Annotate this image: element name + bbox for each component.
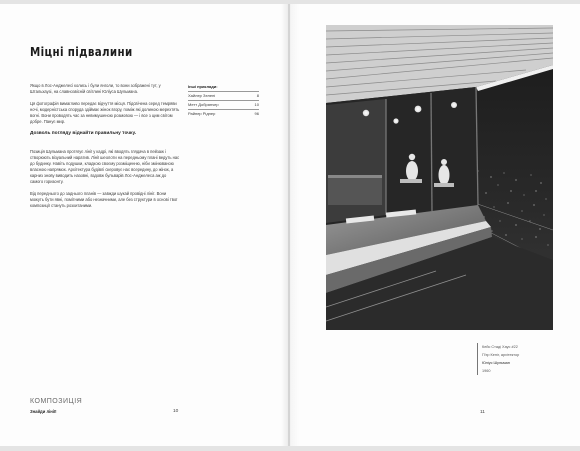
body-text-column: [30, 83, 180, 215]
sidebar-item: [188, 91, 259, 100]
body-paragraph-3: Позиція Шульмана протягує лінії у кадрі, які вводять глядача в пейзаж і створюють візуальний наратив. Лінії шеолоти на передньому плані ведуть нас до будинку. Навіть подушки, кладкою своєму розміщенню, ніби змінюваною власною напрямок. Архітектура будівлі скеровує нас всередину, до жінок, а карниз знову виводить назовні, вздовж бульварів Лос-Анджелеса аж до самого горизонту.: [30, 149, 180, 184]
house-photograph: [326, 25, 553, 330]
sidebar-item-name: Райнер Ріднер: [188, 110, 216, 116]
caption-year: 1960: [482, 369, 491, 374]
page-number-right: 11: [480, 410, 485, 415]
photo-illustration: [326, 25, 553, 330]
page-number-left: 10: [173, 409, 179, 414]
sidebar-item: [188, 100, 259, 109]
sidebar-item-name: Метт Добрянчер: [188, 101, 219, 107]
body-paragraph-1: Якщо в Лос-Анджелесі колись і були янголи, то вони зображені тут, у Штальхаузі, на славнозвісній світлині Юліуса Шульмана.: [30, 83, 161, 94]
footer-subtitle: Знайди лінії!: [30, 409, 57, 414]
caption-photographer: Юліус Шульман: [482, 361, 510, 366]
lead-sentence: Дозволь погляду віднайти правильну точку.: [30, 131, 137, 137]
body-paragraph-4: Від переднього до заднього планів — завжди шукай провідні лінії. Вони можуть бути явні, помітними або незначними, але без структури в основі твої композиції стануть розхитаними.: [30, 191, 178, 208]
body-paragraph-2: Ця фотографія вимагливо передає відчуття місця. Підсвічена серед темряви ночі, модерністська споруда здіймає жінок вгору, поміж які долиною мерехтять вогні. Вони проводять час за невимушеною розмовою — і все з цим світом добре. Панує мир.: [30, 101, 180, 124]
sidebar-item-name: Хайлер Зелені: [188, 92, 216, 98]
footer-section-name: КОМПОЗИЦІЯ: [30, 398, 83, 405]
sidebar-item-page: 8: [256, 92, 259, 98]
page-title: Міцні підвалини: [30, 45, 133, 59]
sidebar-item: [188, 109, 259, 118]
left-page: [0, 4, 288, 446]
caption-title: Кейс Стаді Хаус #22: [482, 345, 518, 349]
photo-caption: [477, 343, 519, 375]
caption-architect: П'єр Кеніг, архітектор: [482, 353, 520, 358]
sidebar-heading: Інші приклади:: [188, 84, 218, 89]
sidebar-item-page: 96: [254, 110, 259, 116]
sidebar-item-page: 10: [254, 101, 259, 107]
other-examples-sidebar: [188, 84, 259, 118]
right-page: [290, 4, 580, 446]
book-gutter: [281, 4, 299, 446]
